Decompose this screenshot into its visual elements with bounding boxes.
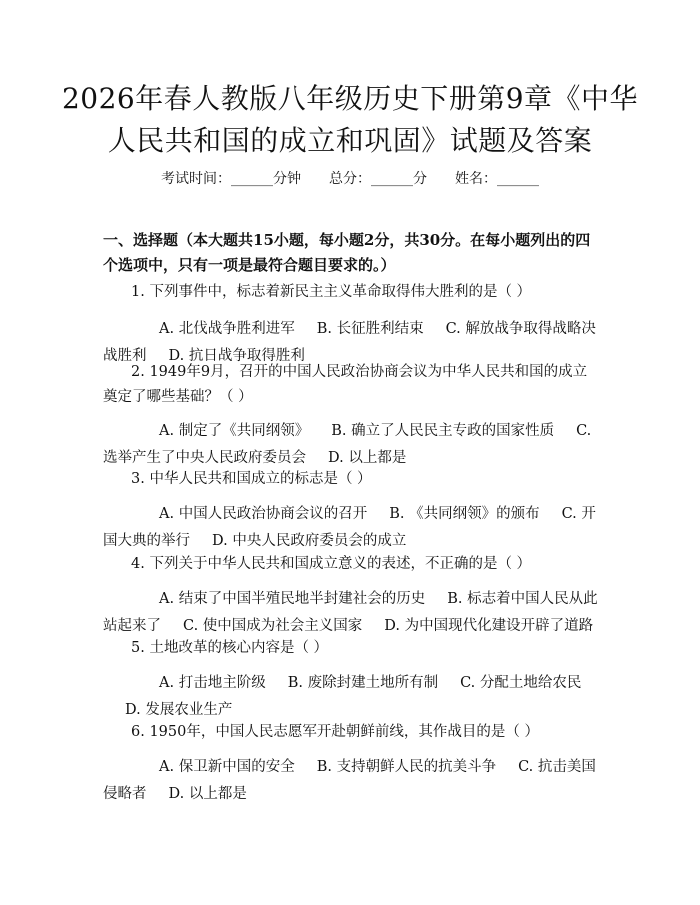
option-a: A. 中国人民政治协商会议的召开 — [159, 506, 368, 522]
document-title: 2026年春人教版八年级历史下册第9章《中华人民共和国的成立和巩固》试题及答案 — [61, 82, 639, 157]
option-a: A. 北伐战争胜利进军 — [159, 321, 295, 337]
option-a: A. 打击地主阶级 — [159, 675, 266, 691]
exam-score: 总分：______分 — [329, 171, 427, 187]
option-d: D. 中央人民政府委员会的成立 — [212, 533, 407, 549]
option-d: D. 抗日战争取得胜利 — [168, 348, 305, 364]
option-c: C. 开国大典的举行 — [103, 506, 596, 549]
question-5 — [103, 636, 598, 724]
question-options — [103, 754, 598, 808]
question-1 — [103, 280, 598, 370]
option-c: C. 选举产生了中央人民政府委员会 — [103, 423, 592, 466]
option-c: C. 使中国成为社会主义国家 — [183, 618, 363, 634]
section-heading: 一、选择题（本大题共15小题，每小题2分，共30分。在每小题列出的四个选项中，只有一项是最符合题目要求的。） — [103, 231, 591, 274]
question-options — [103, 586, 598, 640]
question-stem: 6. 1950年，中国人民志愿军开赴朝鲜前线，其作战目的是（ ） — [131, 724, 539, 740]
question-4 — [103, 552, 598, 640]
question-options — [103, 418, 598, 472]
question-6 — [103, 720, 598, 808]
option-c: C. 解放战争取得战略决战胜利 — [103, 321, 596, 364]
question-stem: 5. 土地改革的核心内容是（ ） — [131, 640, 329, 656]
option-b: B. 废除封建土地所有制 — [287, 675, 439, 691]
option-c: C. 分配土地给农民 — [460, 675, 582, 691]
option-d: D. 为中国现代化建设开辟了道路 — [384, 618, 594, 634]
exam-info — [0, 169, 700, 189]
question-stem: 4. 下列关于中华人民共和国成立意义的表述，不正确的是（ ） — [131, 556, 532, 572]
option-b: B. 标志着中国人民从此站起来了 — [103, 591, 598, 634]
option-a: A. 结束了中国半殖民地半封建社会的历史 — [159, 591, 426, 607]
option-d: D. 以上都是 — [328, 450, 407, 466]
question-stem: 2. 1949年9月，召开的中国人民政治协商会议为中华人民共和国的成立奠定了哪些基础？（ ） — [103, 364, 588, 405]
option-a: A. 制定了《共同纲领》 — [159, 423, 310, 439]
option-b: B. 《共同纲领》的颁布 — [389, 506, 540, 522]
question-options — [103, 501, 598, 555]
exam-name: 姓名：______ — [455, 171, 539, 187]
question-2 — [103, 360, 598, 472]
option-d: D. 以上都是 — [168, 786, 247, 802]
question-3 — [103, 467, 598, 555]
option-b: B. 长征胜利结束 — [316, 321, 424, 337]
option-b: B. 支持朝鲜人民的抗美斗争 — [316, 759, 497, 775]
question-stem: 1. 下列事件中，标志着新民主主义革命取得伟大胜利的是（ ） — [131, 284, 532, 300]
question-stem: 3. 中华人民共和国成立的标志是（ ） — [131, 471, 372, 487]
question-options — [103, 670, 598, 724]
exam-time: 考试时间：______分钟 — [161, 171, 301, 187]
option-d: D. 发展农业生产 — [125, 702, 233, 718]
option-b: B. 确立了人民民主专政的国家性质 — [331, 423, 555, 439]
option-c: C. 抗击美国侵略者 — [103, 759, 596, 802]
option-a: A. 保卫新中国的安全 — [159, 759, 295, 775]
